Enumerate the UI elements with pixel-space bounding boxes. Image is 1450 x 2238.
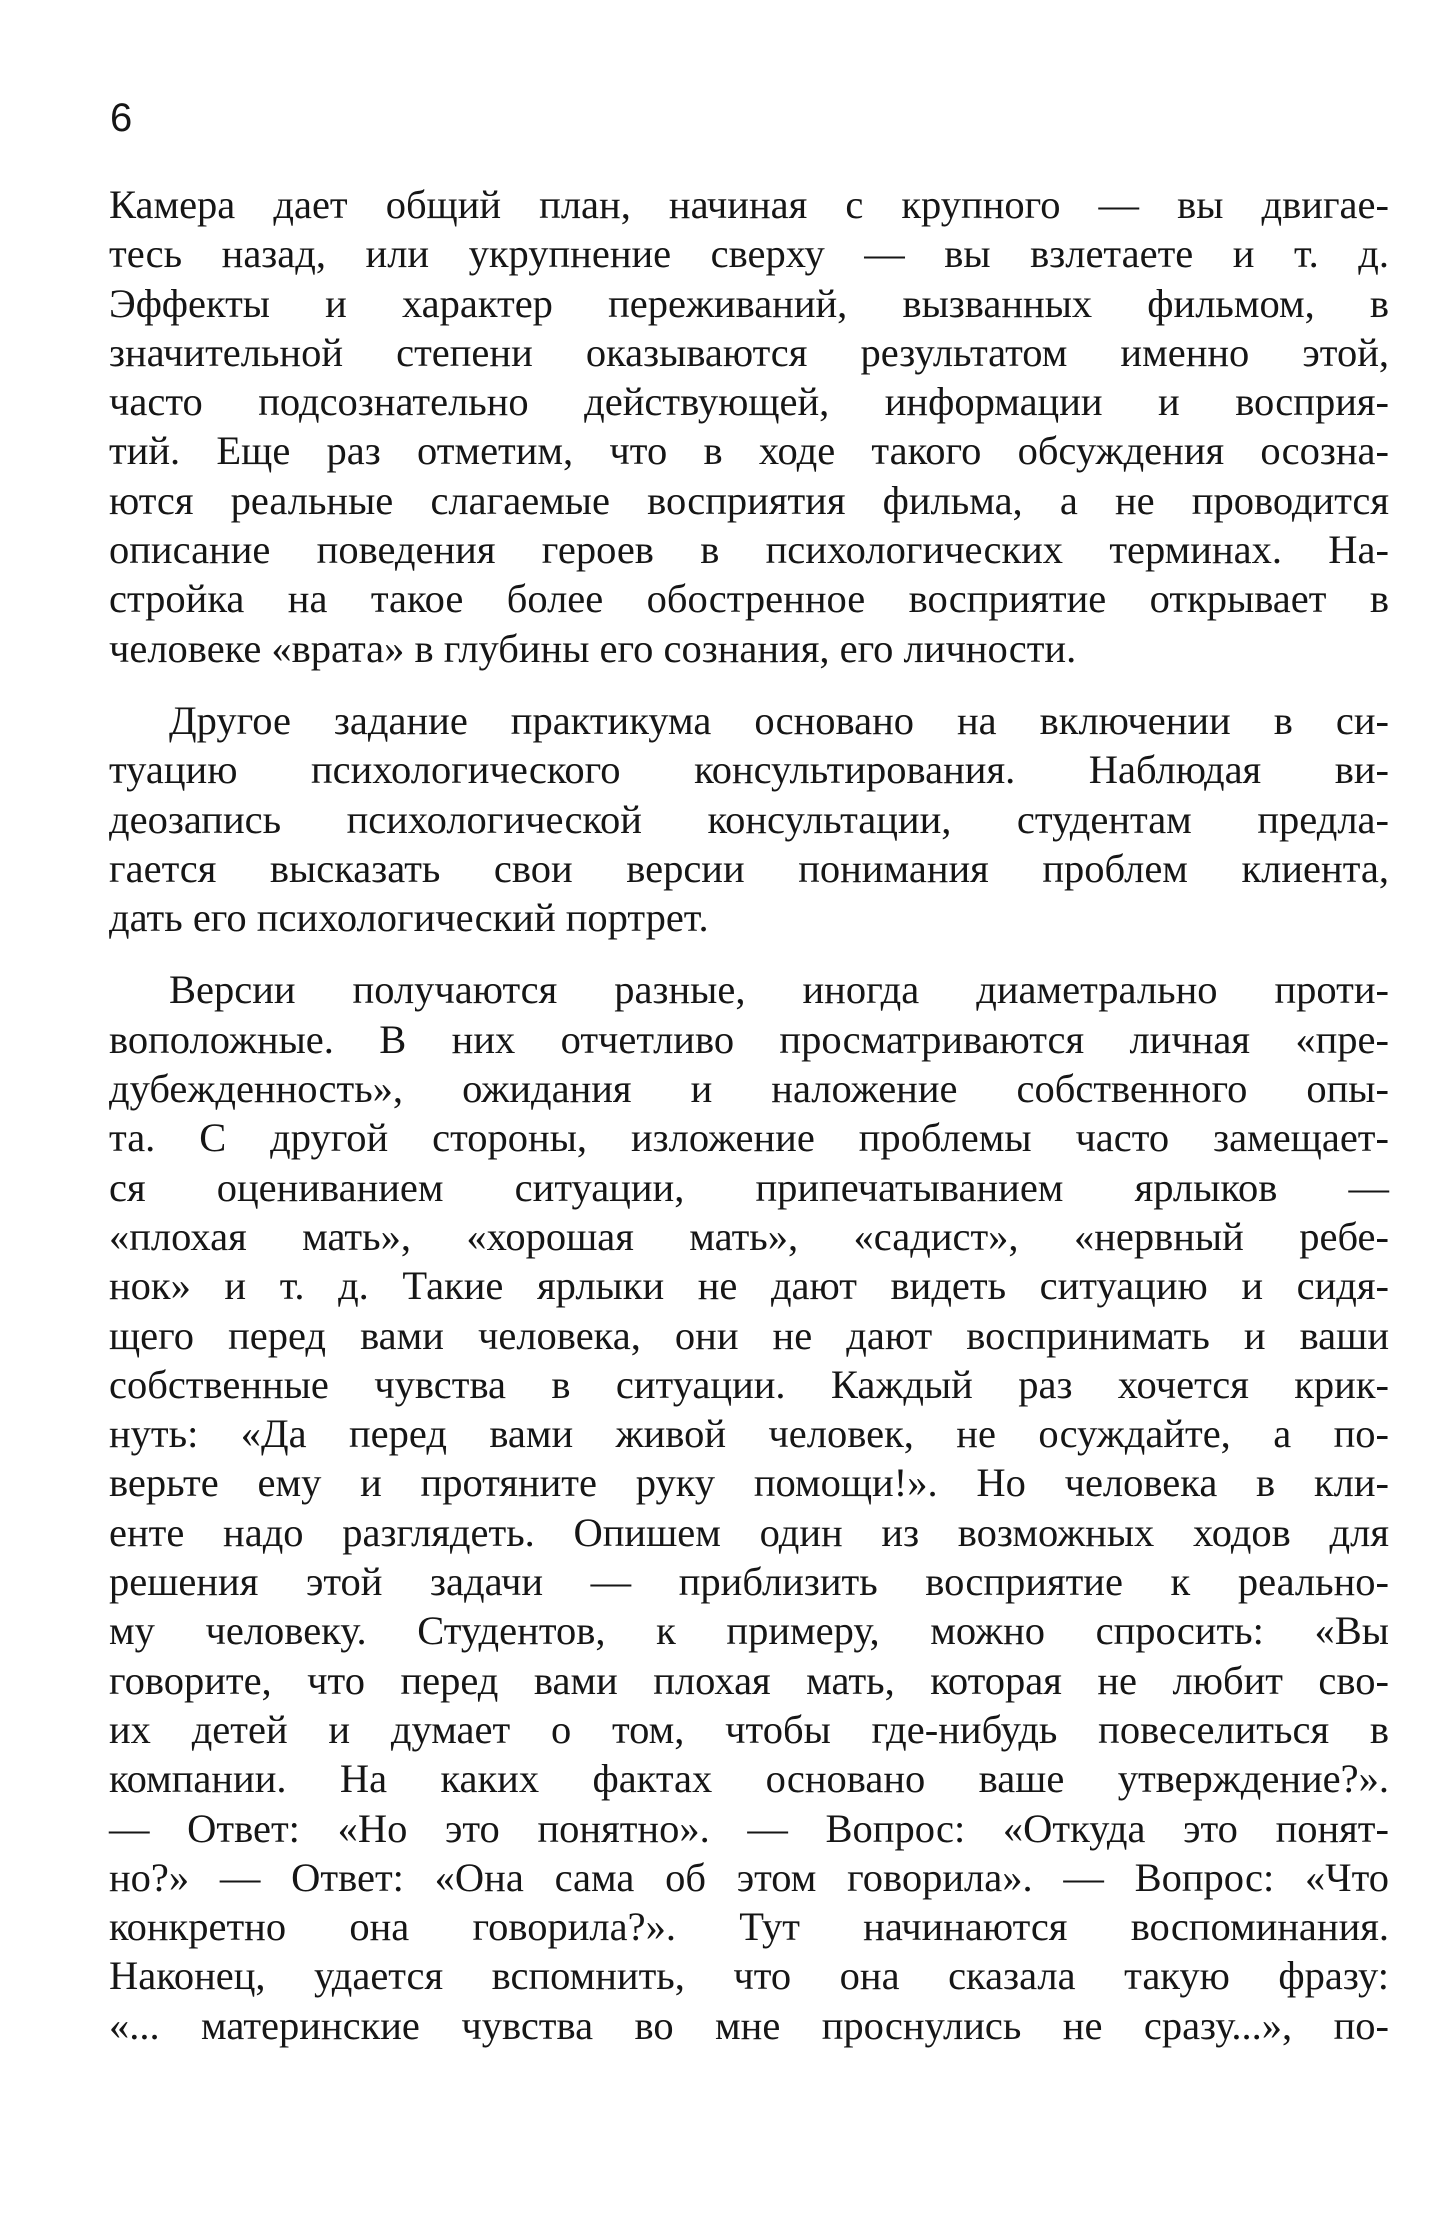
paragraph xyxy=(109,180,1389,673)
page-number: 6 xyxy=(110,96,133,140)
text-line: Версии получаются разные, иногда диаметрально проти- xyxy=(169,967,1389,1013)
text-line: человеке «врата» в глубины его сознания, его личности. xyxy=(109,625,1077,671)
text-line: верьте ему и протяните руку помощи!». Но человека в кли- xyxy=(109,1460,1389,1506)
text-line: ся оцениванием ситуации, припечатыванием ярлыков — xyxy=(109,1164,1389,1210)
text-line: щего перед вами человека, они не дают воспринимать и ваши xyxy=(109,1312,1389,1358)
text-line: их детей и думает о том, чтобы где-нибудь повеселиться в xyxy=(109,1706,1389,1752)
body-text xyxy=(109,180,1389,2050)
text-line: Эффекты и характер переживаний, вызванных фильмом, в xyxy=(109,280,1389,326)
text-line: деозапись психологической консультации, студентам предла- xyxy=(109,796,1389,842)
text-line: Камера дает общий план, начиная с крупного — вы двигае- xyxy=(109,182,1389,227)
text-line: дубежденность», ожидания и наложение собственного опы- xyxy=(109,1066,1389,1112)
text-line: тесь назад, или укрупнение сверху — вы взлетаете и т. д. xyxy=(109,231,1389,277)
text-line: конкретно она говорила?». Тут начинаются воспоминания. xyxy=(109,1904,1389,1950)
text-line: часто подсознательно действующей, информации и восприя- xyxy=(109,379,1389,425)
text-line: Другое задание практикума основано на включении в си- xyxy=(169,697,1389,743)
text-line: та. С другой стороны, изложение проблемы часто замещает- xyxy=(109,1115,1389,1161)
text-line: гается высказать свои версии понимания проблем клиента, xyxy=(109,845,1389,891)
text-line: му человеку. Студентов, к примеру, можно спросить: «Вы xyxy=(109,1608,1389,1654)
text-line: «плохая мать», «хорошая мать», «садист», «нервный ребе- xyxy=(109,1213,1389,1259)
text-line: стройка на такое более обостренное восприятие открывает в xyxy=(109,576,1389,622)
text-line: но?» — Ответ: «Она сама об этом говорила». — Вопрос: «Что xyxy=(109,1854,1389,1900)
text-line: воположные. В них отчетливо просматриваются личная «пре- xyxy=(109,1016,1389,1062)
text-line: Наконец, удается вспомнить, что она сказала такую фразу: xyxy=(109,1953,1389,1999)
text-line: описание поведения героев в психологических терминах. На- xyxy=(109,527,1389,573)
text-line: дать его психологический портрет. xyxy=(109,895,709,941)
text-line: тий. Еще раз отметим, что в ходе такого обсуждения осозна- xyxy=(109,428,1389,474)
text-line: компании. На каких фактах основано ваше утверждение?». xyxy=(109,1756,1389,1802)
text-line: нуть: «Да перед вами живой человек, не осуждайте, а по- xyxy=(109,1411,1389,1457)
paragraph xyxy=(109,965,1389,2050)
paragraph xyxy=(109,696,1389,942)
text-line: говорите, что перед вами плохая мать, которая не любит сво- xyxy=(109,1657,1389,1703)
text-line: енте надо разглядеть. Опишем один из возможных ходов для xyxy=(109,1509,1389,1555)
text-line: туацию психологического консультирования. Наблюдая ви- xyxy=(109,747,1389,793)
text-line: собственные чувства в ситуации. Каждый раз хочется крик- xyxy=(109,1361,1389,1407)
text-line: значительной степени оказываются результатом именно этой, xyxy=(109,329,1389,375)
text-line: нок» и т. д. Такие ярлыки не дают видеть ситуацию и сидя- xyxy=(109,1263,1389,1309)
text-line: ются реальные слагаемые восприятия фильма, а не проводится xyxy=(109,477,1389,523)
text-line: — Ответ: «Но это понятно». — Вопрос: «Откуда это понят- xyxy=(109,1805,1389,1851)
text-line: «... материнские чувства во мне проснулись не сразу...», по- xyxy=(109,2002,1389,2048)
text-line: решения этой задачи — приблизить восприятие к реально- xyxy=(109,1559,1389,1605)
